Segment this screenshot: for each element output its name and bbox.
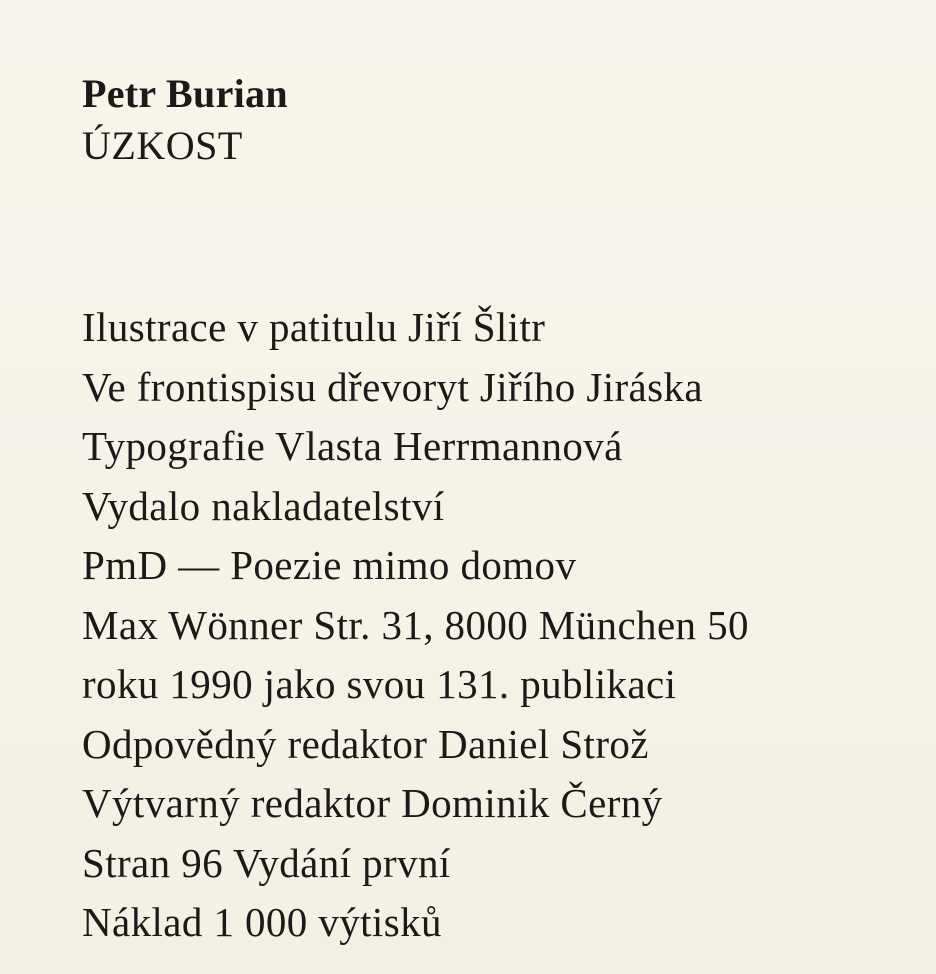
colophon-line-responsible-editor: Odpovědný redaktor Daniel Strož — [82, 720, 649, 767]
colophon-line-publication-year: roku 1990 jako svou 131. publikaci — [82, 661, 677, 707]
colophon-line-publisher-address: Max Wönner Str. 31, 8000 München 50 — [82, 601, 749, 648]
author-name: Petr Burian — [82, 71, 288, 116]
book-title: ÚZKOST — [82, 123, 243, 168]
colophon-line-art-editor: Výtvarný redaktor Dominik Černý — [82, 780, 663, 826]
colophon-line-illustration: Ilustrace v patitulu Jiří Šlitr — [82, 304, 546, 350]
colophon-line-frontispiece: Ve frontispisu dřevoryt Jiřího Jiráska — [82, 363, 703, 410]
colophon-line-print-run: Náklad 1 000 výtisků — [82, 899, 442, 945]
colophon-block — [82, 298, 749, 953]
colophon-line-publisher-name: PmD — Poezie mimo domov — [82, 542, 577, 588]
colophon-line-publisher-intro: Vydalo nakladatelství — [82, 482, 445, 529]
book-header — [82, 68, 288, 172]
colophon-line-pages-edition: Stran 96 Vydání první — [82, 839, 451, 886]
colophon-line-typography: Typografie Vlasta Herrmannová — [82, 423, 623, 469]
